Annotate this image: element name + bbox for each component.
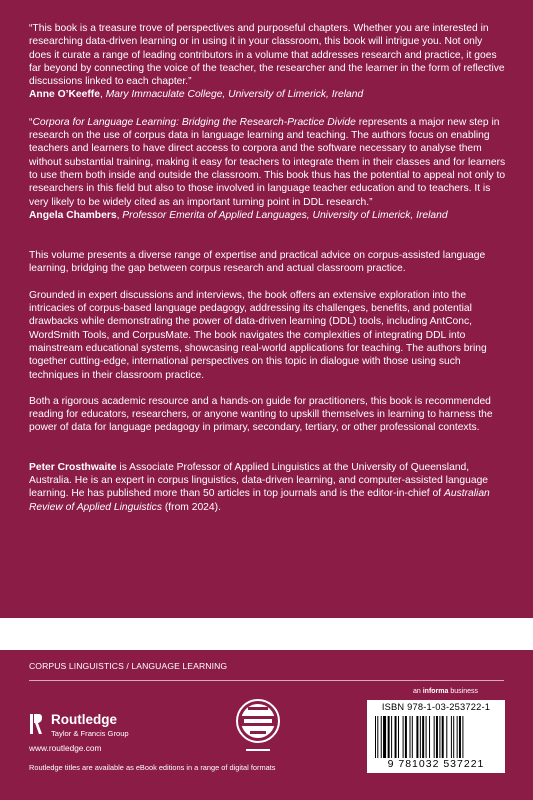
quote-2-body: represents a major new step in research on the use of corpus data in language learning and teaching. The authors focus on enabling teachers and learners to have direct access to corpora and the software necessary to analyse them without substantial training, making it easy for teachers to integrate them in their classes and for learners to use them both inside and outside the classroom. This book thus has the potential to appeal not only to researchers in this field but also to those involved in language teacher education and to teachers. It is very likely to be widely cited as an important turning point in DDL research.”: [29, 116, 506, 208]
publisher-group: Taylor & Francis Group: [51, 729, 129, 738]
description-paragraph-2: Grounded in expert discussions and interviews, the book offers an extensive exploration into the intricacies of corpus-based language pedagogy, addressing its challenges, benefits, and potential drawbacks while demonstrating the power of data-driven learning (DDL) tools, including AntConc, WordSmith Tools, and CorpusMate. The book navigates the complexities of integrating DDL into mainstream educational systems, showcasing real-world applications for teaching. The authors bring together cutting-edge, international perspectives on this topic in dialogue with those using such techniques in their classroom practice.: [29, 289, 487, 381]
routledge-logo-icon: [29, 713, 43, 735]
description-paragraph-1: This volume presents a diverse range of expertise and practical advice on corpus-assisted language learning, bridging the gap between corpus research and actual classroom practice.: [29, 250, 486, 275]
white-band: [0, 618, 533, 650]
publisher-website[interactable]: www.routledge.com: [29, 743, 102, 753]
barcode-icon: [373, 716, 499, 758]
cover-text: [29, 22, 507, 514]
author-bio-text: is Associate Professor of Applied Linguistics at the University of Queensland, Australia. He is an expert in corpus linguistics, data-driven learning, and computer-assisted language learning. He has published more than 50 articles in top journals and is the editor-in-chief of: [29, 461, 489, 500]
informa-prefix: an: [413, 688, 423, 695]
description-paragraph-3: Both a rigorous academic resource and a hands-on guide for practitioners, this book is recommended reading for educators, researchers, or anyone wanting to upskill themselves in learning to harness the power of data for language pedagogy in primary, secondary, tertiary, or other professional contexts.: [29, 395, 493, 434]
informa-suffix: business: [448, 688, 478, 695]
author-bio-end: (from 2024).: [161, 501, 221, 513]
informa-tagline: [413, 688, 478, 695]
author-bio: [29, 461, 507, 514]
subject-category: CORPUS LINGUISTICS / LANGUAGE LEARNING: [29, 661, 228, 671]
quote-1-affiliation: Mary Immaculate College, University of Limerick, Ireland: [105, 89, 364, 101]
barcode-digits: 9 781032 537221: [387, 758, 485, 770]
isbn-barcode: [367, 700, 505, 773]
quote-2-book-title: Corpora for Language Learning: Bridging the Research-Practice Divide: [32, 116, 356, 128]
quote-2-text: [29, 116, 507, 209]
quote-1-author: Anne O’Keeffe: [29, 89, 100, 101]
divider: [29, 680, 504, 681]
ebook-note: Routledge titles are available as eBook editions in a range of digital formats: [29, 763, 276, 772]
journal-title: Australian Review of Applied Linguistics: [29, 488, 490, 513]
quote-1-attribution: Anne O’Keeffe, Mary Immaculate College, University of Limerick, Ireland: [29, 89, 364, 101]
quote-2-attribution: Angela Chambers, Professor Emerita of Applied Languages, University of Limerick, Ireland: [29, 209, 448, 221]
author-name: Peter Crosthwaite: [29, 461, 117, 473]
informa-brand: informa: [422, 688, 449, 695]
quote-2-author: Angela Chambers: [29, 209, 117, 221]
publisher-name: Routledge: [51, 712, 117, 727]
quote-2-affiliation: Professor Emerita of Applied Languages, University of Limerick, Ireland: [122, 209, 448, 221]
quote-1-text: “This book is a treasure trove of perspectives and purposeful chapters. Whether you are interested in researching data-driven learning or in using it in your classroom, this book will intrigue you. Not only does it curate a range of leading contributors in a volume that addresses research and practice, it goes far beyond by connecting the voice of the teacher, the researcher and the learner in the form of reflective discussions linked to each chapter.”: [29, 23, 505, 88]
isbn-text: ISBN 978-1-03-253722-1: [381, 702, 491, 712]
carbon-neutral-badge-icon: [234, 697, 282, 759]
quote-2-open-quote: “: [29, 116, 33, 128]
